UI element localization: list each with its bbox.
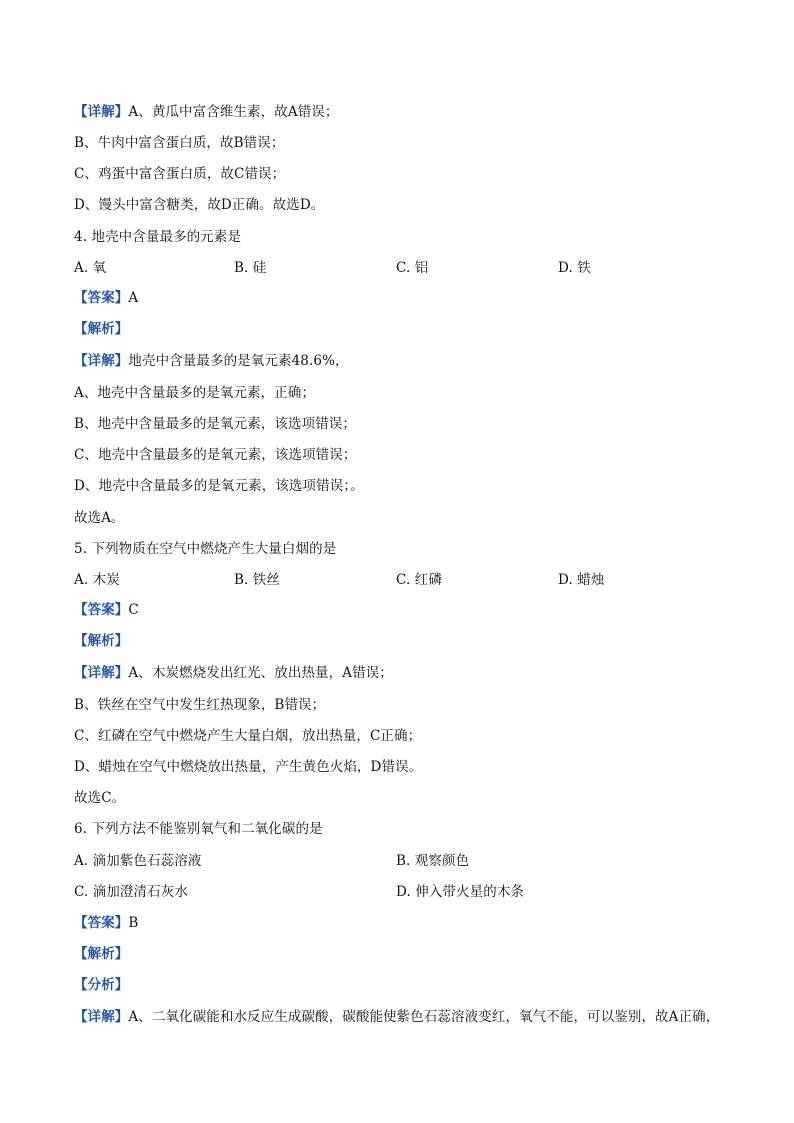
q5-line-a-text: A、木炭燃烧发出红光、放出热量，A错误； xyxy=(128,665,393,681)
q4-answer-value: A xyxy=(128,290,139,306)
q6-option-b: B. 观察颜色 xyxy=(396,853,470,869)
q6-option-a: A. 滴加紫色石蕊溶液 xyxy=(74,853,202,869)
q4-option-b: B. 硅 xyxy=(234,260,267,276)
q5-answer xyxy=(74,599,139,621)
q4-line-d: D、地壳中含量最多的是氧元素，该选项错误；。 xyxy=(74,478,364,494)
q6-answer xyxy=(74,912,138,934)
analysis-tag: 【解析】 xyxy=(74,946,129,962)
q4-line-a: A、地壳中含量最多的是氧元素，正确； xyxy=(74,385,316,401)
q4-detail-intro-text: 地壳中含量最多的是氧元素48.6%， xyxy=(128,353,349,369)
q6-options-row2 xyxy=(74,881,734,903)
q6-analysis xyxy=(74,943,128,965)
q3-line-c: C、鸡蛋中富含蛋白质，故C错误； xyxy=(74,166,286,182)
q4-stem: 4. 地壳中含量最多的元素是 xyxy=(74,229,242,245)
q6-line-a-text: A、二氧化碳能和水反应生成碳酸，碳酸能使紫色石蕊溶液变红，氧气不能，可以鉴别，故A正确， xyxy=(128,1009,720,1025)
detail-tag: 【详解】 xyxy=(74,1009,129,1025)
q5-line-d: D、蜡烛在空气中燃烧放出热量，产生黄色火焰，D错误。 xyxy=(74,759,423,775)
q5-stem: 5. 下列物质在空气中燃烧产生大量白烟的是 xyxy=(74,541,337,557)
fenxi-tag: 【分析】 xyxy=(74,977,129,993)
q5-analysis xyxy=(74,630,128,652)
analysis-tag: 【解析】 xyxy=(74,633,129,649)
q5-option-a: A. 木炭 xyxy=(74,572,120,588)
q3-detail-line-a xyxy=(74,101,339,123)
q4-conclusion: 故选A。 xyxy=(74,510,125,526)
q6-options-row1 xyxy=(74,850,734,872)
analysis-tag: 【解析】 xyxy=(74,321,129,337)
q4-detail-intro xyxy=(74,350,349,372)
q4-option-c: C. 铝 xyxy=(396,260,429,276)
q6-detail-line-a xyxy=(74,1006,719,1028)
detail-tag: 【详解】 xyxy=(74,104,129,120)
q6-fenxi xyxy=(74,974,128,996)
q4-analysis xyxy=(74,318,128,340)
q5-detail-line-a xyxy=(74,662,393,684)
q5-option-b: B. 铁丝 xyxy=(234,572,281,588)
detail-tag: 【详解】 xyxy=(74,353,129,369)
q5-option-d: D. 蜡烛 xyxy=(558,572,605,588)
q6-answer-value: B xyxy=(128,915,139,931)
q4-option-a: A. 氧 xyxy=(74,260,107,276)
q5-line-c: C、红磷在空气中燃烧产生大量白烟，放出热量，C正确； xyxy=(74,728,422,744)
q4-options xyxy=(74,257,734,279)
q4-line-b: B、地壳中含量最多的是氧元素，该选项错误； xyxy=(74,416,357,432)
answer-tag: 【答案】 xyxy=(74,290,129,306)
q4-answer xyxy=(74,287,138,309)
q5-line-b: B、铁丝在空气中发生红热现象，B错误； xyxy=(74,697,326,713)
q4-line-c: C、地壳中含量最多的是氧元素，该选项错误； xyxy=(74,447,357,463)
q6-option-d: D. 伸入带火星的木条 xyxy=(396,884,525,900)
q5-options xyxy=(74,569,734,591)
q5-answer-value: C xyxy=(128,602,139,618)
q3-line-d: D、馒头中富含糖类，故D正确。故选D。 xyxy=(74,197,325,213)
q6-stem: 6. 下列方法不能鉴别氧气和二氧化碳的是 xyxy=(74,821,323,837)
q3-line-b: B、牛肉中富含蛋白质，故B错误； xyxy=(74,135,285,151)
q3-line-a-text: A、黄瓜中富含维生素，故A错误； xyxy=(128,104,339,120)
answer-tag: 【答案】 xyxy=(74,602,129,618)
q5-option-c: C. 红磷 xyxy=(396,572,442,588)
answer-tag: 【答案】 xyxy=(74,915,129,931)
q6-option-c: C. 滴加澄清石灰水 xyxy=(74,884,188,900)
detail-tag: 【详解】 xyxy=(74,665,129,681)
q5-conclusion: 故选C。 xyxy=(74,790,126,806)
q4-option-d: D. 铁 xyxy=(558,260,591,276)
